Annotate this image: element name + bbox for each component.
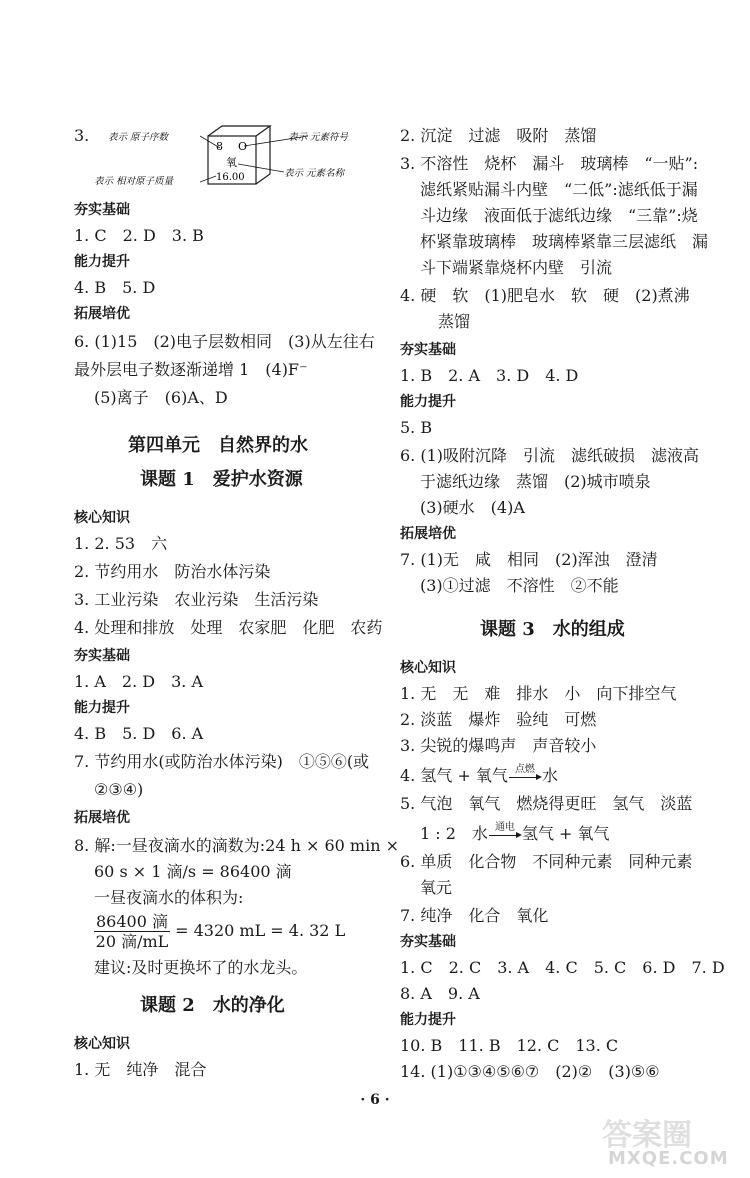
answer-line: 1. 2. 53 六 (74, 534, 168, 553)
answer-line: 建议:及时更换坏了的水龙头。 (94, 958, 308, 977)
topic-title: 课题 1 爱护水资源 (140, 469, 303, 490)
section-heading: 夯实基础 (400, 934, 456, 950)
answer-line: 杯紧靠玻璃棒 玻璃棒紧靠三层滤纸 漏 (420, 232, 709, 251)
section-heading: 核心知识 (74, 1036, 130, 1052)
answer-line: 斗边缘 液面低于滤纸边缘 “三靠”:烧 (420, 206, 698, 225)
answer-line: 1. 无 纯净 混合 (74, 1060, 207, 1079)
answer-line: 6. (1)15 (2)电子层数相同 (3)从左往右 (74, 332, 375, 351)
element-mass: 16.00 (216, 172, 245, 183)
equation-line (400, 766, 558, 786)
equation-line (420, 824, 610, 844)
label-element-name: 表示 元素名称 (284, 168, 345, 179)
answer-line: 3. 不溶性 烧杯 漏斗 玻璃棒 “一贴”: (400, 154, 699, 173)
answer-line: 10. B 11. B 12. C 13. C (400, 1036, 619, 1055)
section-heading: 核心知识 (400, 660, 456, 676)
watermark-url: MXQE.COM (608, 1148, 729, 1169)
element-atomic-number: 8 (216, 140, 223, 153)
answer-line: 6. 单质 化合物 不同种元素 同种元素 (400, 852, 693, 871)
section-heading: 拓展培优 (74, 810, 130, 826)
answer-line: 5. 气泡 氧气 燃烧得更旺 氢气 淡蓝 (400, 794, 693, 813)
answer-line: 7. (1)无 咸 相同 (2)浑浊 澄清 (400, 550, 658, 569)
answer-line: 蒸馏 (438, 312, 471, 331)
section-heading: 夯实基础 (400, 342, 456, 358)
answer-line: 3. 工业污染 农业污染 生活污染 (74, 590, 319, 609)
answer-line: 14. (1)①③④⑤⑥⑦ (2)② (3)⑤⑥ (400, 1062, 660, 1081)
label-atomic-mass: 表示 相对原子质量 (94, 176, 174, 187)
answer-line: 60 s × 1 滴/s = 86400 滴 (94, 862, 292, 881)
element-cell-diagram (88, 120, 388, 192)
fraction (94, 912, 170, 951)
section-heading: 能力提升 (74, 700, 130, 716)
answer-line: (3)①过滤 不溶性 ②不能 (420, 576, 619, 595)
topic-title: 课题 3 水的组成 (480, 619, 625, 640)
answer-line: 7. 节约用水(或防治水体污染) ①⑤⑥(或 (74, 752, 370, 771)
section-heading: 核心知识 (74, 510, 130, 526)
answer-line: (3)硬水 (4)A (420, 498, 525, 517)
watermark-logo: 答案圈 (602, 1118, 692, 1153)
answer-line: (5)离子 (6)A、D (94, 388, 228, 407)
answer-line: 1. C 2. D 3. B (74, 226, 204, 245)
answer-line: 8. A 9. A (400, 984, 480, 1003)
answer-line: 1. A 2. D 3. A (74, 672, 203, 691)
section-heading: 能力提升 (74, 254, 130, 270)
section-heading: 夯实基础 (74, 202, 130, 218)
q3-number: 3. (74, 126, 90, 145)
answer-line: 4. 处理和排放 处理 农家肥 化肥 农药 (74, 618, 383, 637)
answer-line: 斗下端紧靠烧杯内壁 引流 (420, 258, 613, 277)
fraction-expression (94, 912, 345, 951)
answer-line: 6. (1)吸附沉降 引流 滤纸破损 滤液高 (400, 446, 700, 465)
answer-line: 1. C 2. C 3. A 4. C 5. C 6. D 7. D (400, 958, 725, 977)
answer-line: 7. 纯净 化合 氧化 (400, 906, 549, 925)
answer-line: 1. 无 无 难 排水 小 向下排空气 (400, 684, 677, 703)
reaction-arrow (508, 766, 542, 786)
element-name: 氧 (226, 156, 237, 169)
section-heading: 能力提升 (400, 1012, 456, 1028)
answer-line: 4. B 5. D (74, 278, 156, 297)
fraction-denominator: 20 滴/mL (95, 932, 169, 951)
answer-line: 5. B (400, 418, 433, 437)
equation-products: 氢气 + 氧气 (521, 824, 610, 843)
section-heading: 拓展培优 (400, 526, 456, 542)
answer-line: ②③④) (94, 780, 144, 799)
answer-line: 2. 节约用水 防治水体污染 (74, 562, 271, 581)
reaction-condition: 通电 (494, 822, 515, 833)
answer-line: 于滤纸边缘 蒸馏 (2)城市喷泉 (420, 472, 651, 491)
equation-products: 水 (541, 766, 558, 785)
answer-line: 一昼夜滴水的体积为: (94, 888, 244, 907)
answer-line: 滤纸紧贴漏斗内壁 “二低”:滤纸低于漏 (420, 180, 698, 199)
answer-line: 4. B 5. D 6. A (74, 724, 204, 743)
equation-reactants: 4. 氢气 + 氧气 (400, 766, 508, 785)
answer-line: 2. 淡蓝 爆炸 验纯 可燃 (400, 710, 597, 729)
answer-line: 4. 硬 软 (1)肥皂水 软 硬 (2)煮沸 (400, 286, 690, 305)
answer-line: 最外层电子数逐渐递增 1 (4)F⁻ (74, 360, 308, 379)
topic-title: 课题 2 水的净化 (140, 995, 285, 1016)
answer-line: 1. B 2. A 3. D 4. D (400, 366, 579, 385)
page-number: · 6 · (360, 1092, 390, 1108)
answer-line: 氧元 (420, 878, 453, 897)
unit-title: 第四单元 自然界的水 (128, 435, 308, 456)
fraction-numerator: 86400 滴 (96, 912, 168, 931)
reaction-arrow (488, 824, 522, 844)
answer-line: 3. 尖锐的爆鸣声 声音较小 (400, 736, 597, 755)
equation-reactants: 1 : 2 水 (420, 824, 488, 843)
section-heading: 拓展培优 (74, 306, 130, 322)
section-heading: 夯实基础 (74, 648, 130, 664)
label-atomic-number: 表示 原子序数 (108, 132, 169, 143)
label-element-symbol: 表示 元素符号 (288, 132, 349, 143)
section-heading: 能力提升 (400, 394, 456, 410)
answer-line: 8. 解:一昼夜滴水的滴数为:24 h × 60 min × (74, 836, 399, 855)
answer-line: 2. 沉淀 过滤 吸附 蒸馏 (400, 126, 597, 145)
fraction-result: = 4320 mL = 4. 32 L (175, 921, 346, 940)
element-symbol: O (238, 140, 248, 153)
reaction-condition: 点燃 (514, 764, 535, 775)
